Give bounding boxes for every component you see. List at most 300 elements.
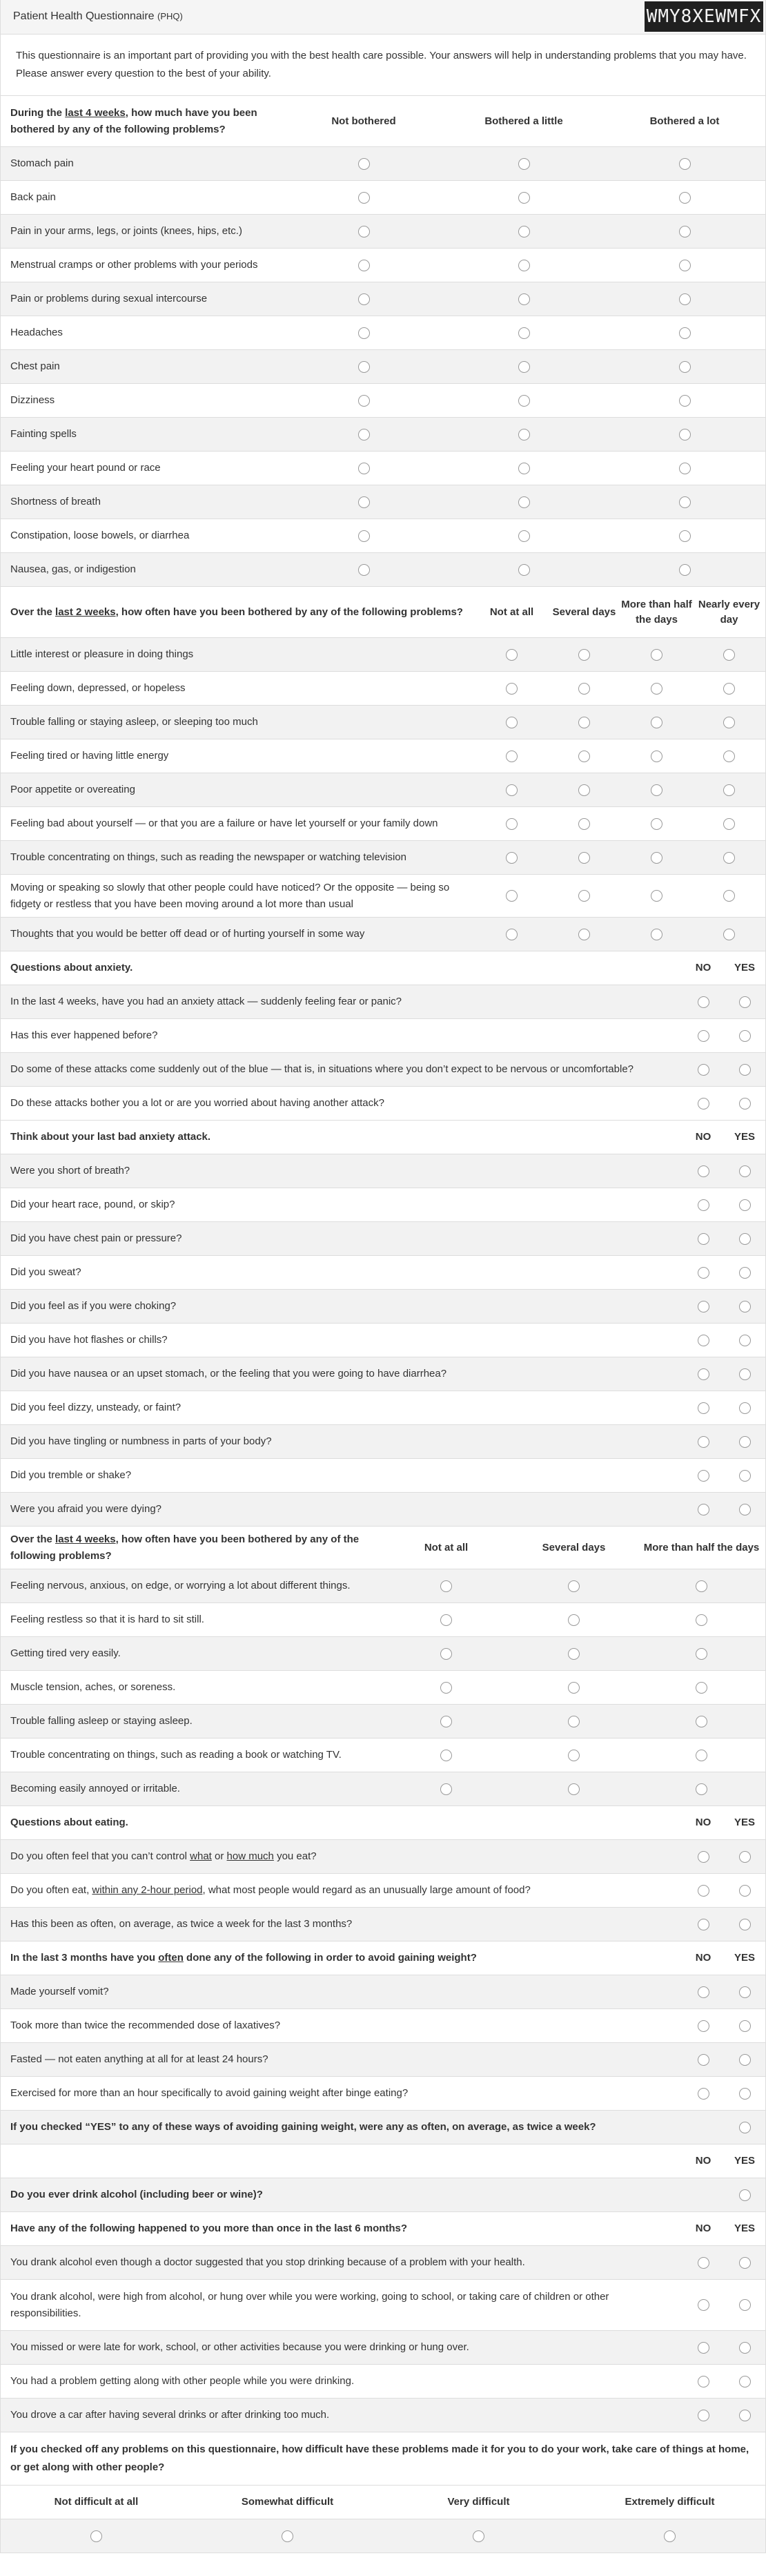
radio-option[interactable] <box>518 158 530 170</box>
radio-option[interactable] <box>739 1436 751 1448</box>
item-label: Moving or speaking so slowly that other people could have noticed? Or the opposite — being so fidgety or restless that you have been moving around a lot more than usual <box>10 881 450 910</box>
section6-radio-cell <box>724 1851 765 1863</box>
section6-column-header <box>682 1815 724 1830</box>
radio-option[interactable] <box>698 1368 709 1380</box>
difficulty-column-label: Extremely difficult <box>625 2496 715 2508</box>
radio-option[interactable] <box>568 1750 580 1761</box>
section4-radio-cell <box>724 1199 765 1211</box>
radio-option[interactable] <box>739 996 751 1008</box>
item-underlined: within any 2-hour period <box>92 1884 203 1896</box>
radio-option[interactable] <box>698 996 709 1008</box>
section2-radio-cell <box>548 649 620 661</box>
item-label: Trouble concentrating on things, such as reading the newspaper or watching television <box>10 851 406 863</box>
section2-item-text <box>1 714 475 730</box>
radio-option[interactable] <box>506 750 518 762</box>
radio-option[interactable] <box>358 260 370 271</box>
radio-option[interactable] <box>578 683 590 695</box>
section8-radio-cell <box>682 2299 724 2311</box>
radio-option[interactable] <box>679 361 691 373</box>
section8-radio-cell <box>682 2410 724 2421</box>
section5-radio-cell <box>638 1750 765 1761</box>
section5-column-label: More than half the days <box>643 1541 760 1553</box>
item-label: Were you afraid you were dying? <box>10 1503 162 1515</box>
section1-item-text <box>1 527 284 544</box>
radio-option[interactable] <box>440 1580 452 1592</box>
radio-option[interactable] <box>440 1614 452 1626</box>
section2-prompt <box>1 604 475 621</box>
radio-option[interactable] <box>679 226 691 238</box>
radio-option[interactable] <box>651 890 662 902</box>
radio-option[interactable] <box>696 1750 707 1761</box>
radio-option[interactable] <box>698 2257 709 2269</box>
section4-item-row <box>1 1391 765 1425</box>
radio-option[interactable] <box>679 429 691 440</box>
section4-item-text <box>1 1230 682 1247</box>
section5-item-text <box>1 1781 382 1797</box>
radio-option[interactable] <box>739 2376 751 2388</box>
section5-column-header <box>382 1540 510 1556</box>
difficulty-prompt <box>1 2432 765 2486</box>
radio-option[interactable] <box>698 2376 709 2388</box>
radio-option[interactable] <box>698 1986 709 1998</box>
section1-item-row <box>1 452 765 485</box>
radio-option[interactable] <box>696 1783 707 1795</box>
radio-option[interactable] <box>739 1098 751 1110</box>
radio-option[interactable] <box>698 1199 709 1211</box>
radio-option[interactable] <box>578 717 590 728</box>
prompt-part: Questions about anxiety. <box>10 962 133 974</box>
radio-option[interactable] <box>440 1716 452 1727</box>
radio-option[interactable] <box>739 2342 751 2354</box>
radio-option[interactable] <box>739 1199 751 1211</box>
radio-option[interactable] <box>698 1233 709 1245</box>
section4-item-text <box>1 1467 682 1484</box>
difficulty-radio-cell <box>574 2530 765 2542</box>
radio-option[interactable] <box>679 293 691 305</box>
radio-option[interactable] <box>358 226 370 238</box>
section5-radio-cell <box>638 1682 765 1694</box>
radio-option[interactable] <box>568 1580 580 1592</box>
section1-radio-cell <box>284 463 444 474</box>
radio-option[interactable] <box>723 649 735 661</box>
prompt-part: Think about your last bad anxiety attack. <box>10 1131 211 1143</box>
radio-option[interactable] <box>518 293 530 305</box>
radio-option[interactable] <box>698 2410 709 2421</box>
difficulty-column-header <box>574 2495 765 2510</box>
section6-item-text <box>1 1916 682 1933</box>
radio-option[interactable] <box>696 1580 707 1592</box>
followup-label: If you checked “YES” to any of these ways of avoiding gaining weight, were any as often, on average, as twice a week? <box>10 2121 596 2133</box>
radio-option[interactable] <box>651 649 662 661</box>
radio-option[interactable] <box>739 1335 751 1346</box>
section1-radio-cell <box>604 327 765 339</box>
section8-prompt <box>1 2220 682 2237</box>
section1-item-row <box>1 181 765 215</box>
section7-radio-cell <box>682 2054 724 2066</box>
section1-radio-cell <box>604 395 765 407</box>
section5-radio-cell <box>382 1682 510 1694</box>
radio-option[interactable] <box>739 2299 751 2311</box>
alcohol-column-header <box>682 2153 724 2169</box>
section6-radio-cell <box>724 1885 765 1897</box>
radio-option[interactable] <box>723 683 735 695</box>
radio-option[interactable] <box>578 784 590 796</box>
prompt-part: Over the <box>10 606 56 618</box>
radio-option[interactable] <box>578 852 590 864</box>
section2-item-text <box>1 782 475 798</box>
radio-option[interactable] <box>518 429 530 440</box>
radio-option[interactable] <box>568 1614 580 1626</box>
radio-option[interactable] <box>698 1064 709 1076</box>
radio-option[interactable] <box>739 1233 751 1245</box>
radio-option[interactable] <box>739 2410 751 2421</box>
section5-radio-cell <box>382 1716 510 1727</box>
section3-item-row <box>1 1087 765 1121</box>
radio-option[interactable] <box>739 1986 751 1998</box>
radio-option[interactable] <box>698 1919 709 1930</box>
section2-item-text <box>1 849 475 866</box>
radio-option[interactable] <box>698 2299 709 2311</box>
radio-option[interactable] <box>282 2530 293 2542</box>
item-label: Trouble concentrating on things, such as reading a book or watching TV. <box>10 1749 342 1761</box>
difficulty-column-header <box>1 2495 192 2510</box>
radio-option[interactable] <box>518 395 530 407</box>
section6-prompt <box>1 1814 682 1831</box>
radio-option[interactable] <box>358 463 370 474</box>
radio-option[interactable] <box>739 1885 751 1897</box>
section4-item-text <box>1 1433 682 1450</box>
radio-option[interactable] <box>698 1885 709 1897</box>
radio-option[interactable] <box>698 2342 709 2354</box>
radio-option[interactable] <box>518 361 530 373</box>
radio-option[interactable] <box>698 1098 709 1110</box>
section3-radio-cell <box>682 1030 724 1042</box>
radio-option[interactable] <box>679 530 691 542</box>
item-label: Do these attacks bother you a lot or are you worried about having another attack? <box>10 1097 384 1109</box>
radio-option[interactable] <box>723 890 735 902</box>
radio-option[interactable] <box>651 852 662 864</box>
radio-option[interactable] <box>739 1919 751 1930</box>
section3-radio-cell <box>682 1098 724 1110</box>
radio-option[interactable] <box>664 2530 676 2542</box>
radio-option[interactable] <box>739 1470 751 1482</box>
section5-radio-cell <box>382 1580 510 1592</box>
item-label: Did you have chest pain or pressure? <box>10 1232 182 1244</box>
radio-option[interactable] <box>506 649 518 661</box>
section2-item-row <box>1 918 765 951</box>
section2-radio-cell <box>693 852 765 864</box>
radio-option[interactable] <box>739 1064 751 1076</box>
radio-option[interactable] <box>739 1030 751 1042</box>
section3-item-text <box>1 1061 682 1078</box>
radio-option[interactable] <box>651 717 662 728</box>
radio-option[interactable] <box>518 530 530 542</box>
alcohol-question-label: Do you ever drink alcohol (including beer or wine)? <box>10 2189 263 2200</box>
radio-option[interactable] <box>679 463 691 474</box>
radio-option[interactable] <box>358 293 370 305</box>
radio-option[interactable] <box>506 784 518 796</box>
section1-radio-cell <box>444 192 604 204</box>
radio-option[interactable] <box>358 192 370 204</box>
radio-option[interactable] <box>723 818 735 830</box>
section4-prompt <box>1 1129 682 1145</box>
section4-radio-cell <box>724 1368 765 1380</box>
section2-item-row <box>1 875 765 918</box>
section2-radio-cell <box>475 890 548 902</box>
radio-option[interactable] <box>506 890 518 902</box>
radio-option[interactable] <box>651 750 662 762</box>
section5-radio-cell <box>510 1614 638 1626</box>
section1-item-text <box>1 257 284 273</box>
radio-option[interactable] <box>506 683 518 695</box>
radio-option[interactable] <box>698 2054 709 2066</box>
section2-radio-cell <box>475 717 548 728</box>
section8-item-text <box>1 2339 682 2356</box>
radio-option[interactable] <box>739 2257 751 2269</box>
section8-radio-cell <box>724 2342 765 2354</box>
radio-option[interactable] <box>358 496 370 508</box>
radio-option[interactable] <box>698 1851 709 1863</box>
radio-option[interactable] <box>698 1335 709 1346</box>
section1-radio-cell <box>284 293 444 305</box>
section4-item-row <box>1 1222 765 1256</box>
radio-option[interactable] <box>739 2088 751 2100</box>
section2-column-header <box>693 597 765 628</box>
radio-option[interactable] <box>696 1648 707 1660</box>
radio-option[interactable] <box>578 649 590 661</box>
section2-radio-cell <box>693 929 765 940</box>
radio-option[interactable] <box>440 1783 452 1795</box>
radio-option[interactable] <box>506 929 518 940</box>
radio-option[interactable] <box>506 852 518 864</box>
radio-option[interactable] <box>739 2054 751 2066</box>
section1-radio-cell <box>444 496 604 508</box>
radio-option[interactable] <box>739 1301 751 1313</box>
radio-option[interactable] <box>518 260 530 271</box>
section7-radio-cell <box>724 2020 765 2032</box>
section1-item-row <box>1 350 765 384</box>
radio-option[interactable] <box>698 1267 709 1279</box>
section1-radio-cell <box>604 463 765 474</box>
section7-prompt <box>1 1950 682 1966</box>
radio-option[interactable] <box>723 750 735 762</box>
section5-radio-cell <box>638 1614 765 1626</box>
section4-item-row <box>1 1188 765 1222</box>
item-label: Did you tremble or shake? <box>10 1469 132 1481</box>
section5-radio-cell <box>638 1580 765 1592</box>
radio-option[interactable] <box>358 395 370 407</box>
radio-option[interactable] <box>679 327 691 339</box>
radio-option[interactable] <box>440 1682 452 1694</box>
section2-radio-cell <box>620 852 693 864</box>
section6-column-label: NO <box>695 1817 711 1828</box>
radio-option[interactable] <box>578 818 590 830</box>
prompt-part: During the <box>10 106 66 119</box>
section2-radio-cell <box>548 683 620 695</box>
section7-item-text <box>1 2017 682 2034</box>
section2-radio-cell <box>620 784 693 796</box>
radio-option[interactable] <box>696 1716 707 1727</box>
radio-option[interactable] <box>679 496 691 508</box>
radio-option[interactable] <box>739 2020 751 2032</box>
section4-radio-cell <box>682 1233 724 1245</box>
radio-option[interactable] <box>518 463 530 474</box>
radio-option[interactable] <box>506 818 518 830</box>
radio-option[interactable] <box>723 929 735 940</box>
radio-option[interactable] <box>358 327 370 339</box>
radio-option[interactable] <box>578 929 590 940</box>
radio-option[interactable] <box>698 1504 709 1515</box>
radio-option[interactable] <box>568 1648 580 1660</box>
radio-option[interactable] <box>679 564 691 576</box>
radio-option[interactable] <box>358 530 370 542</box>
section1-item-text <box>1 561 284 578</box>
alcohol-column-label: YES <box>734 2155 755 2167</box>
radio-option[interactable] <box>518 226 530 238</box>
radio-option[interactable] <box>739 1504 751 1515</box>
section8-item-row <box>1 2365 765 2399</box>
weight-followup-text <box>1 2119 724 2136</box>
radio-option[interactable] <box>578 890 590 902</box>
radio-option[interactable] <box>698 1030 709 1042</box>
item-label: In the last 4 weeks, have you had an anxiety attack — suddenly feeling fear or panic? <box>10 996 402 1007</box>
radio-option[interactable] <box>578 750 590 762</box>
radio-option[interactable] <box>723 784 735 796</box>
section5-item-row <box>1 1739 765 1772</box>
section5-prompt-text <box>10 1533 359 1562</box>
section1-radio-cell <box>284 530 444 542</box>
radio-option[interactable] <box>518 192 530 204</box>
radio-option[interactable] <box>739 1165 751 1177</box>
section1-radio-cell <box>284 192 444 204</box>
section1-item-row <box>1 418 765 452</box>
radio-option[interactable] <box>568 1682 580 1694</box>
prompt-part: In the last 3 months have you <box>10 1952 159 1964</box>
section2-column-header <box>620 597 693 628</box>
prompt-part: , how much have you been bothered by any of the following problems? <box>10 106 257 135</box>
section2-radio-cell <box>475 852 548 864</box>
section1-radio-cell <box>444 260 604 271</box>
section8-header <box>1 2212 765 2246</box>
radio-option[interactable] <box>698 2020 709 2032</box>
alcohol-question-text <box>1 2187 724 2203</box>
section1-item-row <box>1 384 765 418</box>
section2-radio-cell <box>620 929 693 940</box>
item-label: Were you short of breath? <box>10 1165 130 1176</box>
section2-radio-cell <box>548 818 620 830</box>
section1-item-text <box>1 494 284 510</box>
section2-item-text <box>1 815 475 832</box>
radio-option[interactable] <box>440 1750 452 1761</box>
section8-column-label: NO <box>695 2222 711 2234</box>
section2-radio-cell <box>693 818 765 830</box>
item-label: Stomach pain <box>10 157 74 169</box>
section7-item-text <box>1 2051 682 2068</box>
prompt-underlined: last 2 weeks <box>55 606 116 618</box>
section2-radio-cell <box>475 649 548 661</box>
radio-option[interactable] <box>358 158 370 170</box>
section1-column-label: Bothered a lot <box>649 115 720 127</box>
section5-radio-cell <box>510 1783 638 1795</box>
item-label: Did you have hot flashes or chills? <box>10 1334 168 1346</box>
radio-option[interactable] <box>696 1614 707 1626</box>
section3-radio-cell <box>682 996 724 1008</box>
radio-option[interactable] <box>568 1783 580 1795</box>
radio-option[interactable] <box>568 1716 580 1727</box>
radio-option[interactable] <box>518 564 530 576</box>
section1-item-text <box>1 426 284 443</box>
section1-radio-cell <box>444 293 604 305</box>
radio-option[interactable] <box>518 327 530 339</box>
item-label: Poor appetite or overeating <box>10 784 135 795</box>
radio-option[interactable] <box>440 1648 452 1660</box>
radio-option[interactable] <box>473 2530 484 2542</box>
section2-radio-cell <box>548 750 620 762</box>
radio-option[interactable] <box>698 1402 709 1414</box>
item-label: Did you have nausea or an upset stomach, or the feeling that you were going to have diarrhea? <box>10 1368 447 1379</box>
section1-radio-cell <box>444 226 604 238</box>
radio-option[interactable] <box>739 1267 751 1279</box>
radio-option[interactable] <box>651 784 662 796</box>
radio-option[interactable] <box>698 1470 709 1482</box>
radio-option[interactable] <box>679 395 691 407</box>
radio-option[interactable] <box>698 1436 709 1448</box>
item-label: Did you feel dizzy, unsteady, or faint? <box>10 1402 181 1413</box>
prompt-part: done any of the following in order to avoid gaining weight? <box>183 1952 477 1964</box>
section4-radio-cell <box>682 1504 724 1515</box>
item-label: Fasted — not eaten anything at all for at least 24 hours? <box>10 2053 268 2065</box>
radio-option[interactable] <box>739 1402 751 1414</box>
section4-radio-cell <box>724 1470 765 1482</box>
radio-option[interactable] <box>679 158 691 170</box>
radio-option[interactable] <box>696 1682 707 1694</box>
radio-option[interactable] <box>679 260 691 271</box>
radio-option[interactable] <box>358 564 370 576</box>
radio-option[interactable] <box>90 2530 102 2542</box>
radio-option[interactable] <box>698 1165 709 1177</box>
radio-option[interactable] <box>739 2122 751 2133</box>
radio-option[interactable] <box>518 496 530 508</box>
radio-option[interactable] <box>723 852 735 864</box>
radio-option[interactable] <box>651 818 662 830</box>
radio-option[interactable] <box>698 1301 709 1313</box>
radio-option[interactable] <box>358 429 370 440</box>
radio-option[interactable] <box>358 361 370 373</box>
radio-option[interactable] <box>679 192 691 204</box>
radio-option[interactable] <box>651 683 662 695</box>
radio-option[interactable] <box>651 929 662 940</box>
section7-radio-cell <box>682 2020 724 2032</box>
section5-radio-cell <box>382 1783 510 1795</box>
radio-option[interactable] <box>739 2189 751 2201</box>
radio-option[interactable] <box>506 717 518 728</box>
section5-header <box>1 1527 765 1569</box>
item-label: Muscle tension, aches, or soreness. <box>10 1681 176 1693</box>
section2-column-label: Several days <box>552 606 616 618</box>
radio-option[interactable] <box>739 1851 751 1863</box>
section7-radio-cell <box>724 2088 765 2100</box>
section1-item-text <box>1 358 284 375</box>
section2-radio-cell <box>620 818 693 830</box>
section6-radio-cell <box>682 1851 724 1863</box>
radio-option[interactable] <box>698 2088 709 2100</box>
section1-item-text <box>1 325 284 341</box>
section5-radio-cell <box>638 1716 765 1727</box>
radio-option[interactable] <box>723 717 735 728</box>
radio-option[interactable] <box>739 1368 751 1380</box>
section4-item-row <box>1 1324 765 1357</box>
section6-column-header <box>724 1815 765 1830</box>
